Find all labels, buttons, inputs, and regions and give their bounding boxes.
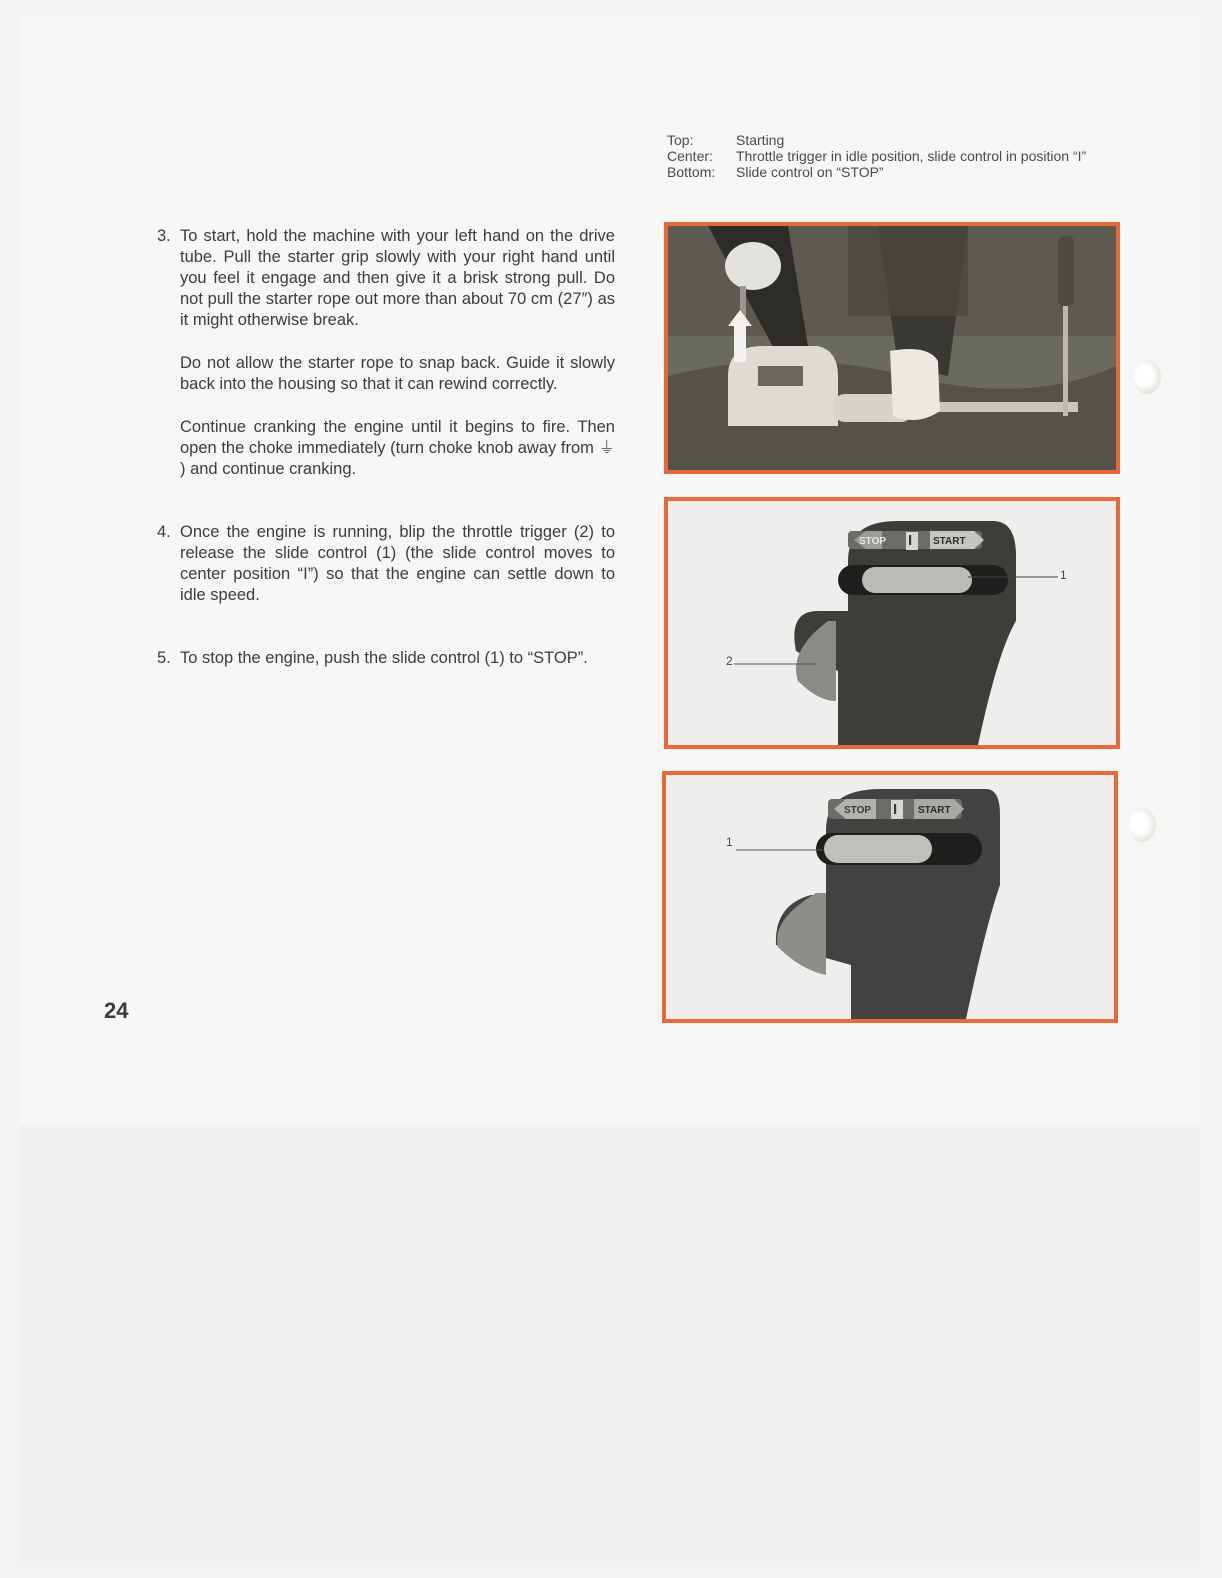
caption-value: Starting	[736, 132, 785, 148]
page-number: 24	[104, 998, 129, 1023]
step-4	[157, 522, 615, 648]
step-number: 3.	[157, 227, 171, 245]
caption-row-bottom	[667, 164, 1127, 180]
label-throttle-trigger: 2	[726, 654, 733, 668]
step-paragraph: To stop the engine, push the slide control (1) to “STOP”.	[180, 649, 588, 667]
step-paragraph: Once the engine is running, blip the throttle trigger (2) to release the slide control (1) (the slide control moves to center position “I”) so that the engine can settle down to idle speed.	[180, 523, 615, 604]
instruction-steps	[157, 226, 615, 691]
step-number: 4.	[157, 523, 171, 541]
throttle-handle-stop-photo	[666, 775, 1114, 1019]
throttle-handle-photo	[668, 501, 1116, 745]
bottom-stop-text: STOP	[844, 805, 872, 816]
figure-bottom-stop	[662, 771, 1118, 1023]
step-paragraph: To start, hold the machine with your left hand on the drive tube. Pull the starter grip slowly with your right hand until you feel it engage and then give it a brisk strong pull. Do not pull the starter rope out more than about 70 cm (27″) as it might otherwise break.	[180, 227, 615, 329]
label-slide-control: 1	[726, 835, 733, 849]
step-paragraph: Continue cranking the engine until it begins to fire. Then open the choke immediately (turn choke knob away from ⏚ ) and continue cranking.	[180, 418, 615, 478]
caption-key: Bottom:	[667, 164, 716, 180]
step-number: 5.	[157, 649, 171, 667]
step-paragraph: Do not allow the starter rope to snap back. Guide it slowly back into the housing so that it can rewind correctly.	[180, 354, 615, 393]
figure-center-idle	[664, 497, 1120, 749]
caption-row-center	[667, 148, 1127, 164]
caption-value: Slide control on “STOP”	[736, 164, 884, 180]
figure-top-starting	[664, 222, 1120, 474]
step-body	[180, 648, 615, 691]
caption-key: Center:	[667, 148, 713, 164]
label-slide-control: 1	[1060, 568, 1067, 582]
bottom-start-text: START	[918, 805, 951, 816]
caption-row-top	[667, 132, 1127, 148]
figure-caption	[667, 132, 1127, 180]
binder-hole	[1128, 808, 1156, 842]
step-3	[157, 226, 615, 522]
step-5	[157, 648, 615, 691]
page-lower-area	[20, 1125, 1200, 1561]
caption-value: Throttle trigger in idle position, slide control in position “I”	[736, 148, 1087, 164]
caption-key: Top:	[667, 132, 694, 148]
center-start-text: START	[933, 536, 966, 547]
step-body	[180, 226, 615, 522]
step-body	[180, 522, 615, 648]
starting-photo	[668, 226, 1116, 470]
center-stop-text: STOP	[859, 536, 887, 547]
binder-hole	[1133, 360, 1161, 394]
bottom-idle-text: I	[893, 801, 898, 818]
center-idle-text: I	[908, 532, 913, 549]
